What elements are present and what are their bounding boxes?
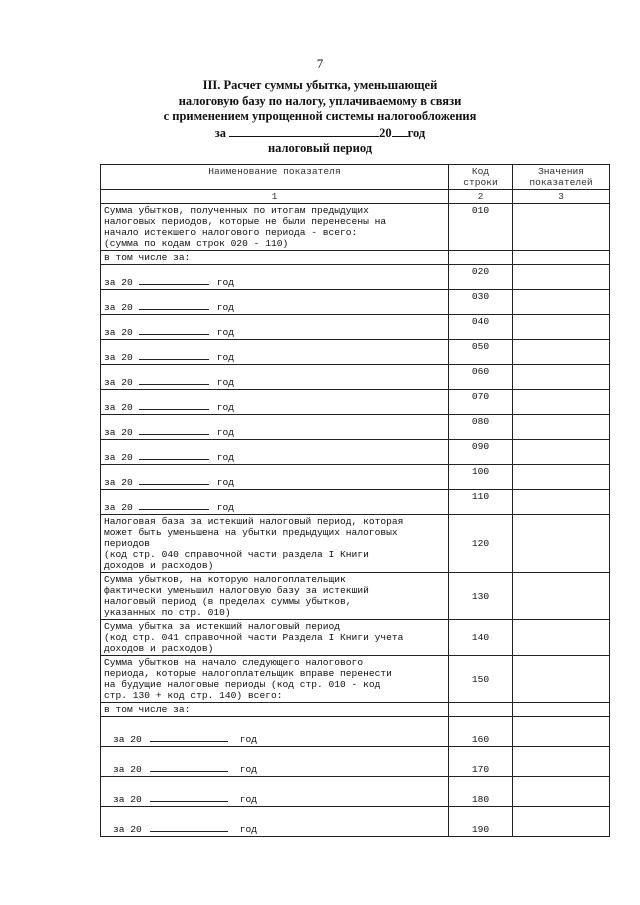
row-code: 050 <box>449 340 513 365</box>
row-130-value[interactable] <box>513 573 610 620</box>
table-row <box>101 315 610 340</box>
year-row-description: за 20 год <box>101 340 449 365</box>
header-values: Значения показателей <box>513 165 610 190</box>
row-150-description: Сумма убытков на начало следующего налогового периода, которые налогоплательщик вправе перенести на будущие налоговые периоды (код стр. 010 - код стр. 130 + код стр. 140) всего: <box>101 656 449 703</box>
row-value[interactable] <box>513 415 610 440</box>
row-code: 190 <box>449 807 513 837</box>
table-row <box>101 777 610 807</box>
row-code: 180 <box>449 777 513 807</box>
loss-calculation-table <box>100 164 610 837</box>
row-130-description: Сумма убытков, на которую налогоплательщик фактически уменьшил налоговую базу за истекший налоговый период (в пределах суммы убытков, указанных по стр. 010) <box>101 573 449 620</box>
row-140-value[interactable] <box>513 620 610 656</box>
table-row <box>101 365 610 390</box>
row-code: 110 <box>449 490 513 515</box>
year-blank-line[interactable] <box>139 375 209 385</box>
heading-year-prefix: 20 <box>379 125 392 140</box>
row-120-value[interactable] <box>513 515 610 573</box>
year-row-description: за 20 год <box>101 465 449 490</box>
row-code: 160 <box>449 717 513 747</box>
table-row <box>101 340 610 365</box>
row-value[interactable] <box>513 465 610 490</box>
year-blank-line[interactable] <box>139 300 209 310</box>
year-row-description: за 20 год <box>101 365 449 390</box>
row-value[interactable] <box>513 747 610 777</box>
period-caption: налоговый период <box>267 141 373 155</box>
row-value[interactable] <box>513 440 610 465</box>
table-row-010 <box>101 204 610 251</box>
period-blank <box>229 125 379 137</box>
year-blank-line[interactable] <box>139 350 209 360</box>
heading-za: за <box>214 125 227 140</box>
row-value[interactable] <box>513 315 610 340</box>
row-120-description: Налоговая база за истекший налоговый период, которая может быть уменьшена на убытки предыдущих налоговых периодов (код стр. 040 справочной части раздела I Книги доходов и расходов) <box>101 515 449 573</box>
header-code: Код строки <box>449 165 513 190</box>
table-row-including-1 <box>101 251 610 265</box>
year-blank-line[interactable] <box>150 792 228 802</box>
year-row-description: за 20 год <box>101 265 449 290</box>
including-label-2: в том числе за: <box>101 703 449 717</box>
year-blank-line[interactable] <box>150 822 228 832</box>
table-row <box>101 415 610 440</box>
row-code: 040 <box>449 315 513 340</box>
including-label-1: в том числе за: <box>101 251 449 265</box>
row-010-code: 010 <box>449 204 513 251</box>
year-row-description: за 20 год <box>101 290 449 315</box>
row-code: 020 <box>449 265 513 290</box>
row-value[interactable] <box>513 265 610 290</box>
row-120-code: 120 <box>449 515 513 573</box>
page-number: 7 <box>316 56 324 71</box>
heading-line-3: с применением упрощенной системы налогообложения <box>163 109 477 123</box>
row-code: 070 <box>449 390 513 415</box>
table-row <box>101 290 610 315</box>
row-value[interactable] <box>513 390 610 415</box>
year-blank-line[interactable] <box>139 275 209 285</box>
row-010-description: Сумма убытков, полученных по итогам предыдущих налоговых периодов, которые не были перенесены на начало истекшего налогового периода - всего: (сумма по кодам строк 020 - 110) <box>101 204 449 251</box>
year-row-description: за 20 год <box>101 747 449 777</box>
header-name: Наименование показателя <box>101 165 449 190</box>
row-150-value[interactable] <box>513 656 610 703</box>
year-blank-line[interactable] <box>139 475 209 485</box>
year-row-description: за 20 год <box>101 315 449 340</box>
row-code: 030 <box>449 290 513 315</box>
table-row-120 <box>101 515 610 573</box>
row-code: 090 <box>449 440 513 465</box>
row-value[interactable] <box>513 490 610 515</box>
row-140-description: Сумма убытка за истекший налоговый период (код стр. 041 справочной части Раздела I Книги учета доходов и расходов) <box>101 620 449 656</box>
year-row-description: за 20 год <box>101 390 449 415</box>
year-blank-line[interactable] <box>150 762 228 772</box>
section-heading <box>0 78 640 157</box>
row-150-code: 150 <box>449 656 513 703</box>
year-blank-line[interactable] <box>139 400 209 410</box>
year-blank-line[interactable] <box>139 425 209 435</box>
table-row-including-2 <box>101 703 610 717</box>
row-010-value[interactable] <box>513 204 610 251</box>
heading-period-line <box>0 125 640 142</box>
year-row-description: за 20 год <box>101 440 449 465</box>
row-code: 060 <box>449 365 513 390</box>
row-value[interactable] <box>513 807 610 837</box>
table-row <box>101 440 610 465</box>
table-row-150 <box>101 656 610 703</box>
table-row <box>101 747 610 777</box>
row-value[interactable] <box>513 717 610 747</box>
colnum-1: 1 <box>101 190 449 204</box>
table-row <box>101 490 610 515</box>
year-blank-line[interactable] <box>139 450 209 460</box>
year-row-description: за 20 год <box>101 777 449 807</box>
row-code: 100 <box>449 465 513 490</box>
table-row <box>101 717 610 747</box>
row-code: 170 <box>449 747 513 777</box>
row-140-code: 140 <box>449 620 513 656</box>
table-row <box>101 465 610 490</box>
row-value[interactable] <box>513 777 610 807</box>
year-blank <box>392 125 408 137</box>
row-code: 080 <box>449 415 513 440</box>
heading-line-1: III. Расчет суммы убытка, уменьшающей <box>202 78 438 92</box>
row-130-code: 130 <box>449 573 513 620</box>
row-value[interactable] <box>513 290 610 315</box>
colnum-3: 3 <box>513 190 610 204</box>
table-row <box>101 807 610 837</box>
year-row-description: за 20 год <box>101 717 449 747</box>
table-row <box>101 265 610 290</box>
colnum-2: 2 <box>449 190 513 204</box>
year-row-description: за 20 год <box>101 490 449 515</box>
table-row-130 <box>101 573 610 620</box>
year-row-description: за 20 год <box>101 807 449 837</box>
table-row-140 <box>101 620 610 656</box>
year-blank-line[interactable] <box>139 500 209 510</box>
row-value[interactable] <box>513 340 610 365</box>
year-row-description: за 20 год <box>101 415 449 440</box>
year-blank-line[interactable] <box>139 325 209 335</box>
table-row <box>101 390 610 415</box>
heading-line-2: налоговую базу по налогу, уплачиваемому в связи <box>178 93 462 108</box>
heading-year-suffix: год <box>407 125 426 140</box>
year-blank-line[interactable] <box>150 732 228 742</box>
row-value[interactable] <box>513 365 610 390</box>
